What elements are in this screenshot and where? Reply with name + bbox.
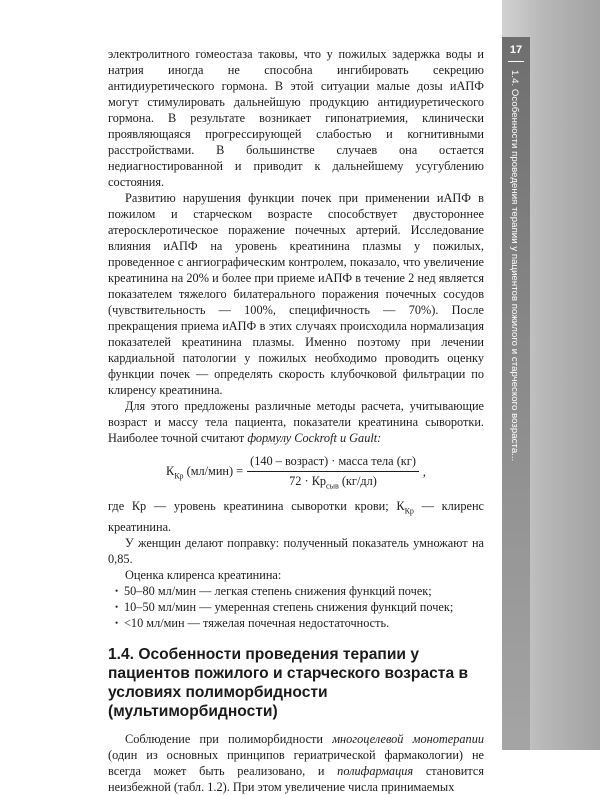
italic-term-monotherapy: многоцелевой монотерапии [332, 732, 484, 747]
list-item: • 50–80 мл/мин — легкая степень снижения функций почек; [118, 583, 484, 599]
formula-name: формулу Cockroft и Gault: [247, 431, 382, 445]
running-head: 1.4. Особенности проведения терапии у пациентов пожилого и старческого возраста... [509, 70, 520, 462]
clearance-list [108, 583, 484, 631]
formula-denominator [286, 472, 380, 490]
paragraph-calculation-methods [108, 398, 484, 446]
paragraph-renal-function: Развитию нарушения функции почек при применении иАПФ в пожилом и старческом возрасте способствует двустороннее атеросклеротическое поражение почечных артерий. Исследование влияния иАПФ на уровень креатинина плазмы у пожилых, проведенное с ангиографическим контролем, показало, что увеличение креатинина на 20% и более при приеме иАПФ в течение 2 нед является показателем тяжелого билатерального поражения почечных сосудов (чувствительность — 100%, специфичность — 70%). После прекращения приема иАПФ в этих случаях происходила нормализация показателей креатинина плазмы. Именно поэтому при лечении кардиальной патологии у пожилых необходимо проводить оценку функции почек — определять скорость клубочковой фильтрации по клиренсу креатинина. [108, 191, 484, 397]
paragraph-clearance-intro: Оценка клиренса креатинина: [125, 568, 282, 583]
legend-subscript: Кр [404, 506, 414, 516]
page-number: 17 [509, 44, 523, 56]
legend-text-end: — клиренс креатинина. [108, 499, 484, 535]
formula-tail: , [422, 464, 426, 479]
paragraph-text: Соблюдение при полиморбидности [125, 732, 323, 747]
cockroft-gault-formula [108, 446, 484, 498]
paragraph-women-correction: У женщин делают поправку: полученный показатель умножают на 0,85. [108, 536, 484, 567]
formula-lhs-unit: (мл/мин) = [186, 463, 244, 478]
paragraph-continued: электролитного гомеостаза таковы, что у пожилых задержка воды и натрия иногда не способна ингибировать секрецию антидиуретического гормона. В этой ситуации малые дозы иАПФ могут стимулировать дальнейшую продукцию антидиуретического гормона. В результате возникает гипонатриемия, клинически проявляющаяся прогрессирующей слабостью и когнитивными расстройствами. В большинстве случаев она остается недиагностированной и приводит к дальнейшему усугублению состояния. [108, 47, 484, 189]
formula-denominator-subscript: сыв [326, 481, 339, 491]
list-item: • 10–50 мл/мин — умеренная степень снижения функций почек; [118, 599, 484, 615]
text-column [108, 46, 484, 795]
paragraph-legend [108, 498, 484, 535]
legend-text: где Кр — уровень креатинина сыворотки крови; К [108, 499, 405, 513]
paragraph-polymorbidity [108, 731, 484, 795]
formula-denominator-unit: (кг/дл) [341, 473, 377, 488]
section-heading: 1.4. Особенности проведения терапии у пациентов пожилого и старческого возраста в условиях полиморбидности (мультиморбидности) [108, 646, 469, 721]
formula-lhs [166, 464, 243, 480]
page-number-divider [508, 61, 524, 62]
formula-denominator-main: 72 · Кр [289, 473, 327, 488]
formula-lhs-symbol: К [166, 463, 175, 478]
formula-fraction [247, 454, 419, 490]
formula-lhs-subscript: Кр [174, 471, 184, 481]
italic-term-polypharmacy: полифармация [337, 764, 414, 779]
paragraph-text: Для этого предложены различные методы расчета, учитывающие возраст и массу тела пациента, показатели креатинина сыворотки. Наиболее точной считают [108, 399, 484, 445]
paragraph-text: становится неизбежной (табл. 1.2). При этом увеличение числа принимаемых [108, 764, 485, 795]
paragraph-text: (один из основных принципов гериатрической фармакологии) не всегда может быть реализовано, и [108, 748, 484, 779]
formula-numerator: (140 – возраст) · масса тела (кг) [247, 454, 419, 472]
list-item: • <10 мл/мин — тяжелая почечная недостаточность. [118, 615, 484, 631]
